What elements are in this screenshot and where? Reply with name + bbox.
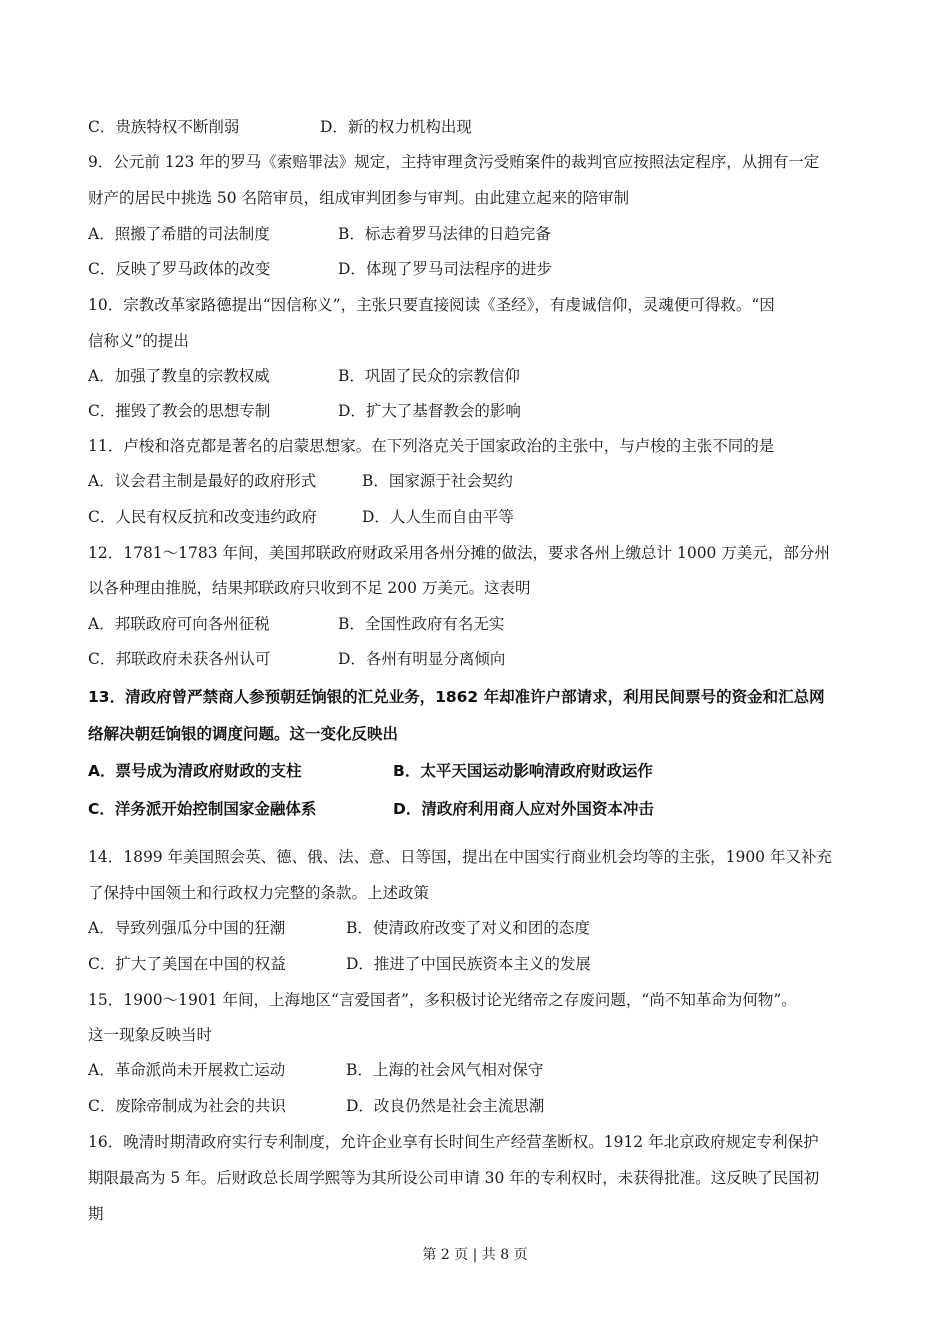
- option-row: [88, 1096, 545, 1116]
- question-12-stem: 12．1781～1783 年间，美国邦联政府财政采用各州分摊的做法，要求各州上缴总计 1000 万美元，部分州: [88, 544, 830, 562]
- question-9-stem-cont: 财产的居民中挑选 50 名陪审员，组成审判团参与审判。由此建立起来的陪审制: [88, 189, 630, 207]
- option-d: D．体现了罗马司法程序的进步: [338, 260, 552, 278]
- option-b: B．全国性政府有名无实: [338, 615, 505, 633]
- option-c: C．洋务派开始控制国家金融体系: [88, 800, 317, 818]
- option-a: A．革命派尚未开展救亡运动: [88, 1061, 286, 1079]
- option-d: D．人人生而自由平等: [362, 508, 514, 526]
- question-15-stem: 15．1900～1901 年间，上海地区“言爱国者”，多积极讨论光绪帝之存废问题，“尚不知革命为何物”。: [88, 991, 797, 1009]
- question-12-stem-cont: 以各种理由推脱，结果邦联政府只收到不足 200 万美元。这表明: [88, 579, 531, 597]
- option-a: A．照搬了希腊的司法制度: [88, 225, 270, 243]
- option-c: C．人民有权反抗和改变违约政府: [88, 508, 317, 526]
- question-16-stem-cont: 期限最高为 5 年。后财政总长周学熙等为其所设公司申请 30 年的专利权时，未获得批准。这反映了民国初: [88, 1169, 820, 1187]
- option-a: A．导致列强瓜分中国的狂潮: [88, 919, 286, 937]
- option-row: [88, 117, 472, 137]
- question-15-stem-cont: 这一现象反映当时: [88, 1026, 213, 1044]
- question-14-stem-cont: 了保持中国领土和行政权力完整的条款。上述政策: [88, 884, 430, 902]
- option-d: D．各州有明显分离倾向: [338, 650, 506, 668]
- question-9-stem: 9．公元前 123 年的罗马《索赔罪法》规定，主持审理贪污受贿案件的裁判官应按照法定程序，从拥有一定: [88, 153, 820, 171]
- question-10-stem: 10．宗教改革家路德提出“因信称义”，主张只要直接阅读《圣经》，有虔诚信仰，灵魂便可得救。“因: [88, 296, 775, 314]
- option-c: C．邦联政府未获各州认可: [88, 650, 271, 668]
- question-16-stem: 16．晚清时期清政府实行专利制度，允许企业享有长时间生产经营垄断权。1912 年北京政府规定专利保护: [88, 1133, 819, 1151]
- option-c: C．废除帝制成为社会的共识: [88, 1097, 286, 1115]
- option-b: B．上海的社会风气相对保守: [346, 1061, 544, 1079]
- option-b: B．标志着罗马法律的日趋完备: [338, 225, 551, 243]
- option-a: A．议会君主制是最好的政府形式: [88, 472, 317, 490]
- option-c: C．摧毁了教会的思想专制: [88, 402, 271, 420]
- question-10-stem-cont: 信称义”的提出: [88, 332, 189, 350]
- option-row: [88, 471, 513, 491]
- option-row: [88, 401, 521, 421]
- option-b: B．巩固了民众的宗教信仰: [338, 367, 520, 385]
- option-d: D．扩大了基督教会的影响: [338, 402, 521, 420]
- option-b: B．太平天国运动影响清政府财政运作: [393, 762, 653, 780]
- option-c: C．反映了罗马政体的改变: [88, 260, 271, 278]
- option-row: [88, 761, 653, 781]
- option-row: [88, 954, 591, 974]
- option-a: A．邦联政府可向各州征税: [88, 615, 270, 633]
- option-c: C．扩大了美国在中国的权益: [88, 955, 286, 973]
- option-row: [88, 224, 551, 244]
- option-row: [88, 366, 520, 386]
- option-a: A．票号成为清政府财政的支柱: [88, 762, 302, 780]
- page-footer: 第 2 页 | 共 8 页: [422, 1247, 528, 1263]
- question-13-stem-cont: 络解决朝廷饷银的调度问题。这一变化反映出: [88, 725, 399, 743]
- question-16-stem-cont: 期: [88, 1205, 104, 1223]
- option-row: [88, 507, 514, 527]
- option-b: B．使清政府改变了对义和团的态度: [346, 919, 590, 937]
- option-row: [88, 799, 654, 819]
- option-row: [88, 1060, 544, 1080]
- option-d: D．清政府利用商人应对外国资本冲击: [393, 800, 654, 818]
- option-row: [88, 649, 506, 669]
- option-row: [88, 259, 552, 279]
- option-d: D．新的权力机构出现: [320, 118, 472, 136]
- option-d: D．改良仍然是社会主流思潮: [346, 1097, 545, 1115]
- option-b: B．国家源于社会契约: [362, 472, 513, 490]
- question-14-stem: 14．1899 年美国照会英、德、俄、法、意、日等国，提出在中国实行商业机会均等的主张，1900 年又补充: [88, 848, 832, 866]
- option-d: D．推进了中国民族资本主义的发展: [346, 955, 591, 973]
- option-row: [88, 918, 590, 938]
- question-11-stem: 11．卢梭和洛克都是著名的启蒙思想家。在下列洛克关于国家政治的主张中，与卢梭的主张不同的是: [88, 437, 775, 455]
- option-a: A．加强了教皇的宗教权威: [88, 367, 270, 385]
- option-row: [88, 614, 505, 634]
- option-c: C．贵族特权不断削弱: [88, 118, 240, 136]
- question-13-stem: 13．清政府曾严禁商人参预朝廷饷银的汇兑业务，1862 年却准许户部请求，利用民间票号的资金和汇总网: [88, 688, 825, 706]
